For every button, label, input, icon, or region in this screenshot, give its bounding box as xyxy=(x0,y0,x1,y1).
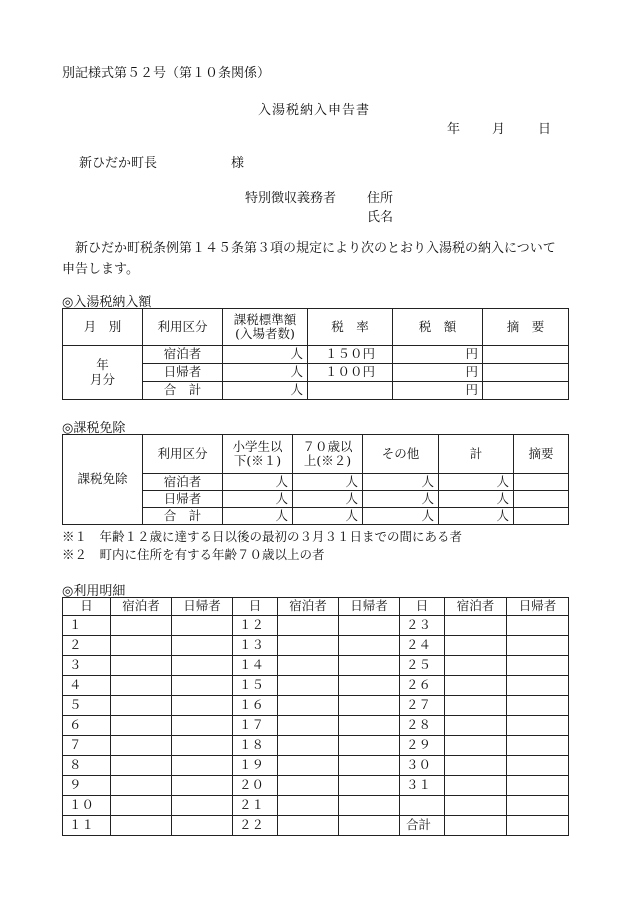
payment-header-row xyxy=(63,309,569,346)
header-lodging: 宿泊者 xyxy=(445,598,507,616)
usage-row xyxy=(63,636,569,656)
day-cell: ２７ xyxy=(400,696,445,716)
day-cell: ２５ xyxy=(400,656,445,676)
header-daytrip: 日帰者 xyxy=(339,598,400,616)
lodging-cell xyxy=(445,736,507,756)
remarks-cell xyxy=(514,508,569,525)
daytrip-cell xyxy=(172,776,233,796)
header-day: 日 xyxy=(63,598,111,616)
day-cell: ３０ xyxy=(400,756,445,776)
count-cell: 人 xyxy=(223,364,308,382)
note-1: ※１ 年齢１２歳に達する日以後の最初の３月３１日までの間にある者 xyxy=(62,529,463,544)
month-label: 月分 xyxy=(89,371,115,387)
header-remarks: 摘 要 xyxy=(483,309,569,346)
daytrip-cell xyxy=(172,716,233,736)
lodging-cell xyxy=(278,716,339,736)
category-cell: 合 計 xyxy=(143,508,223,525)
usage-row xyxy=(63,676,569,696)
header-day: 日 xyxy=(400,598,445,616)
day-cell: 合計 xyxy=(400,816,445,836)
count-cell: 人 xyxy=(293,491,363,508)
lodging-cell xyxy=(278,656,339,676)
day-cell xyxy=(400,796,445,816)
category-cell: 宿泊者 xyxy=(143,474,223,491)
daytrip-cell xyxy=(339,676,400,696)
usage-row xyxy=(63,756,569,776)
honorific: 様 xyxy=(231,156,245,171)
lodging-cell xyxy=(278,696,339,716)
daytrip-cell xyxy=(507,736,569,756)
category-cell: 合 計 xyxy=(143,382,223,400)
lodging-cell xyxy=(445,776,507,796)
payment-row-lodging xyxy=(63,346,569,364)
lodging-cell xyxy=(445,716,507,736)
count-cell: 人 xyxy=(439,508,514,525)
day-cell: ３ xyxy=(63,656,111,676)
remarks-cell xyxy=(483,364,569,382)
usage-row xyxy=(63,656,569,676)
day-cell: １９ xyxy=(233,756,278,776)
header-tax-amount: 税 額 xyxy=(393,309,483,346)
day-cell: １４ xyxy=(233,656,278,676)
amount-cell: 円 xyxy=(393,382,483,400)
lodging-cell xyxy=(445,616,507,636)
day-cell: ９ xyxy=(63,776,111,796)
day-cell: １３ xyxy=(233,636,278,656)
count-cell: 人 xyxy=(293,508,363,525)
header-remarks: 摘要 xyxy=(514,435,569,474)
rate-cell: １００円 xyxy=(308,364,393,382)
daytrip-cell xyxy=(339,696,400,716)
lodging-cell xyxy=(445,756,507,776)
lodging-cell xyxy=(111,756,172,776)
daytrip-cell xyxy=(339,756,400,776)
category-cell: 日帰者 xyxy=(143,364,223,382)
day-cell: ２２ xyxy=(233,816,278,836)
day-cell: ２９ xyxy=(400,736,445,756)
usage-row xyxy=(63,796,569,816)
lodging-cell xyxy=(111,736,172,756)
rate-cell xyxy=(308,382,393,400)
lodging-cell xyxy=(111,796,172,816)
lodging-cell xyxy=(278,776,339,796)
daytrip-cell xyxy=(172,796,233,816)
usage-table xyxy=(62,597,569,836)
header-lodging: 宿泊者 xyxy=(111,598,172,616)
lodging-cell xyxy=(111,636,172,656)
daytrip-cell xyxy=(172,696,233,716)
header-tax-rate: 税 率 xyxy=(308,309,393,346)
header-month: 月 別 xyxy=(63,309,143,346)
document-title: 入湯税納入申告書 xyxy=(258,103,371,118)
lodging-cell xyxy=(445,636,507,656)
day-cell: ２６ xyxy=(400,676,445,696)
header-tax-base: 課税標準額 (入場者数) xyxy=(223,309,308,346)
usage-heading: ◎利用明細 xyxy=(62,584,126,599)
day-cell: １ xyxy=(63,616,111,636)
address-label: 住所 xyxy=(367,191,394,206)
count-cell: 人 xyxy=(223,491,293,508)
day-cell: ２３ xyxy=(400,616,445,636)
filer-label: 特別徴収義務者 xyxy=(245,191,337,206)
day-cell: １２ xyxy=(233,616,278,636)
usage-row xyxy=(63,696,569,716)
day-cell: ２１ xyxy=(233,796,278,816)
date-day-label: 日 xyxy=(538,122,552,137)
day-cell: １１ xyxy=(63,816,111,836)
day-cell: １７ xyxy=(233,716,278,736)
header-under-elementary: 小学生以 下(※１) xyxy=(223,435,293,474)
daytrip-cell xyxy=(339,656,400,676)
daytrip-cell xyxy=(507,656,569,676)
name-label: 氏名 xyxy=(367,210,394,225)
daytrip-cell xyxy=(507,776,569,796)
usage-row xyxy=(63,816,569,836)
exemption-heading: ◎課税免除 xyxy=(62,421,126,436)
lodging-cell xyxy=(278,616,339,636)
daytrip-cell xyxy=(507,716,569,736)
usage-row xyxy=(63,776,569,796)
lodging-cell xyxy=(111,716,172,736)
lodging-cell xyxy=(278,736,339,756)
day-cell: ６ xyxy=(63,716,111,736)
exemption-header-row xyxy=(63,435,569,474)
daytrip-cell xyxy=(507,756,569,776)
header-other: その他 xyxy=(363,435,439,474)
amount-cell: 円 xyxy=(393,346,483,364)
header-total: 計 xyxy=(439,435,514,474)
daytrip-cell xyxy=(507,636,569,656)
daytrip-cell xyxy=(339,716,400,736)
category-cell: 日帰者 xyxy=(143,491,223,508)
remarks-cell xyxy=(483,346,569,364)
addressee: 新ひだか町長 xyxy=(79,156,158,171)
daytrip-cell xyxy=(507,696,569,716)
daytrip-cell xyxy=(172,756,233,776)
lodging-cell xyxy=(445,676,507,696)
daytrip-cell xyxy=(339,736,400,756)
lodging-cell xyxy=(445,796,507,816)
lodging-cell xyxy=(111,676,172,696)
daytrip-cell xyxy=(507,616,569,636)
daytrip-cell xyxy=(339,636,400,656)
usage-row xyxy=(63,716,569,736)
daytrip-cell xyxy=(172,676,233,696)
header-daytrip: 日帰者 xyxy=(172,598,233,616)
day-cell: ３１ xyxy=(400,776,445,796)
daytrip-cell xyxy=(339,816,400,836)
lodging-cell xyxy=(111,776,172,796)
daytrip-cell xyxy=(507,676,569,696)
amount-cell: 円 xyxy=(393,364,483,382)
count-cell: 人 xyxy=(223,346,308,364)
lodging-cell xyxy=(278,676,339,696)
day-cell: ２ xyxy=(63,636,111,656)
category-cell: 宿泊者 xyxy=(143,346,223,364)
lodging-cell xyxy=(445,656,507,676)
daytrip-cell xyxy=(172,616,233,636)
rate-cell: １５０円 xyxy=(308,346,393,364)
count-cell: 人 xyxy=(439,491,514,508)
day-cell: １６ xyxy=(233,696,278,716)
lodging-cell xyxy=(111,816,172,836)
header-category: 利用区分 xyxy=(143,309,223,346)
daytrip-cell xyxy=(507,796,569,816)
lodging-cell xyxy=(278,756,339,776)
date-month-label: 月 xyxy=(492,122,506,137)
header-over-70: ７０歳以 上(※２) xyxy=(293,435,363,474)
exemption-row-label: 課税免除 xyxy=(63,435,143,525)
count-cell: 人 xyxy=(363,474,439,491)
remarks-cell xyxy=(483,382,569,400)
day-cell: １８ xyxy=(233,736,278,756)
payment-heading: ◎入湯税納入額 xyxy=(62,295,152,310)
form-number: 別記様式第５２号（第１０条関係） xyxy=(62,66,271,81)
count-cell: 人 xyxy=(223,474,293,491)
date-year-label: 年 xyxy=(447,122,461,137)
month-cell xyxy=(63,346,143,400)
count-cell: 人 xyxy=(223,508,293,525)
day-cell: ２４ xyxy=(400,636,445,656)
lodging-cell xyxy=(278,636,339,656)
daytrip-cell xyxy=(172,656,233,676)
lodging-cell xyxy=(111,696,172,716)
usage-header-row xyxy=(63,598,569,616)
day-cell: ２０ xyxy=(233,776,278,796)
header-daytrip: 日帰者 xyxy=(507,598,569,616)
note-2: ※２ 町内に住所を有する年齢７０歳以上の者 xyxy=(62,547,325,562)
day-cell: １０ xyxy=(63,796,111,816)
count-cell: 人 xyxy=(439,474,514,491)
header-lodging: 宿泊者 xyxy=(278,598,339,616)
daytrip-cell xyxy=(507,816,569,836)
count-cell: 人 xyxy=(363,491,439,508)
count-cell: 人 xyxy=(363,508,439,525)
usage-row xyxy=(63,616,569,636)
header-category: 利用区分 xyxy=(143,435,223,474)
remarks-cell xyxy=(514,491,569,508)
day-cell: ２８ xyxy=(400,716,445,736)
payment-table xyxy=(62,308,569,400)
daytrip-cell xyxy=(172,816,233,836)
day-cell: ８ xyxy=(63,756,111,776)
daytrip-cell xyxy=(172,636,233,656)
day-cell: １５ xyxy=(233,676,278,696)
exemption-table xyxy=(62,434,569,525)
lodging-cell xyxy=(111,656,172,676)
daytrip-cell xyxy=(339,616,400,636)
day-cell: ５ xyxy=(63,696,111,716)
lodging-cell xyxy=(278,796,339,816)
lodging-cell xyxy=(445,816,507,836)
usage-row xyxy=(63,736,569,756)
header-day: 日 xyxy=(233,598,278,616)
day-cell: ７ xyxy=(63,736,111,756)
daytrip-cell xyxy=(339,796,400,816)
month-year-label: 年 xyxy=(96,357,109,373)
lodging-cell xyxy=(445,696,507,716)
count-cell: 人 xyxy=(293,474,363,491)
count-cell: 人 xyxy=(223,382,308,400)
intro-paragraph: 新ひだか町税条例第１４５条第３項の規定により次のとおり入湯税の納入について申告します。 xyxy=(62,241,556,277)
lodging-cell xyxy=(278,816,339,836)
remarks-cell xyxy=(514,474,569,491)
day-cell: ４ xyxy=(63,676,111,696)
daytrip-cell xyxy=(339,776,400,796)
daytrip-cell xyxy=(172,736,233,756)
lodging-cell xyxy=(111,616,172,636)
